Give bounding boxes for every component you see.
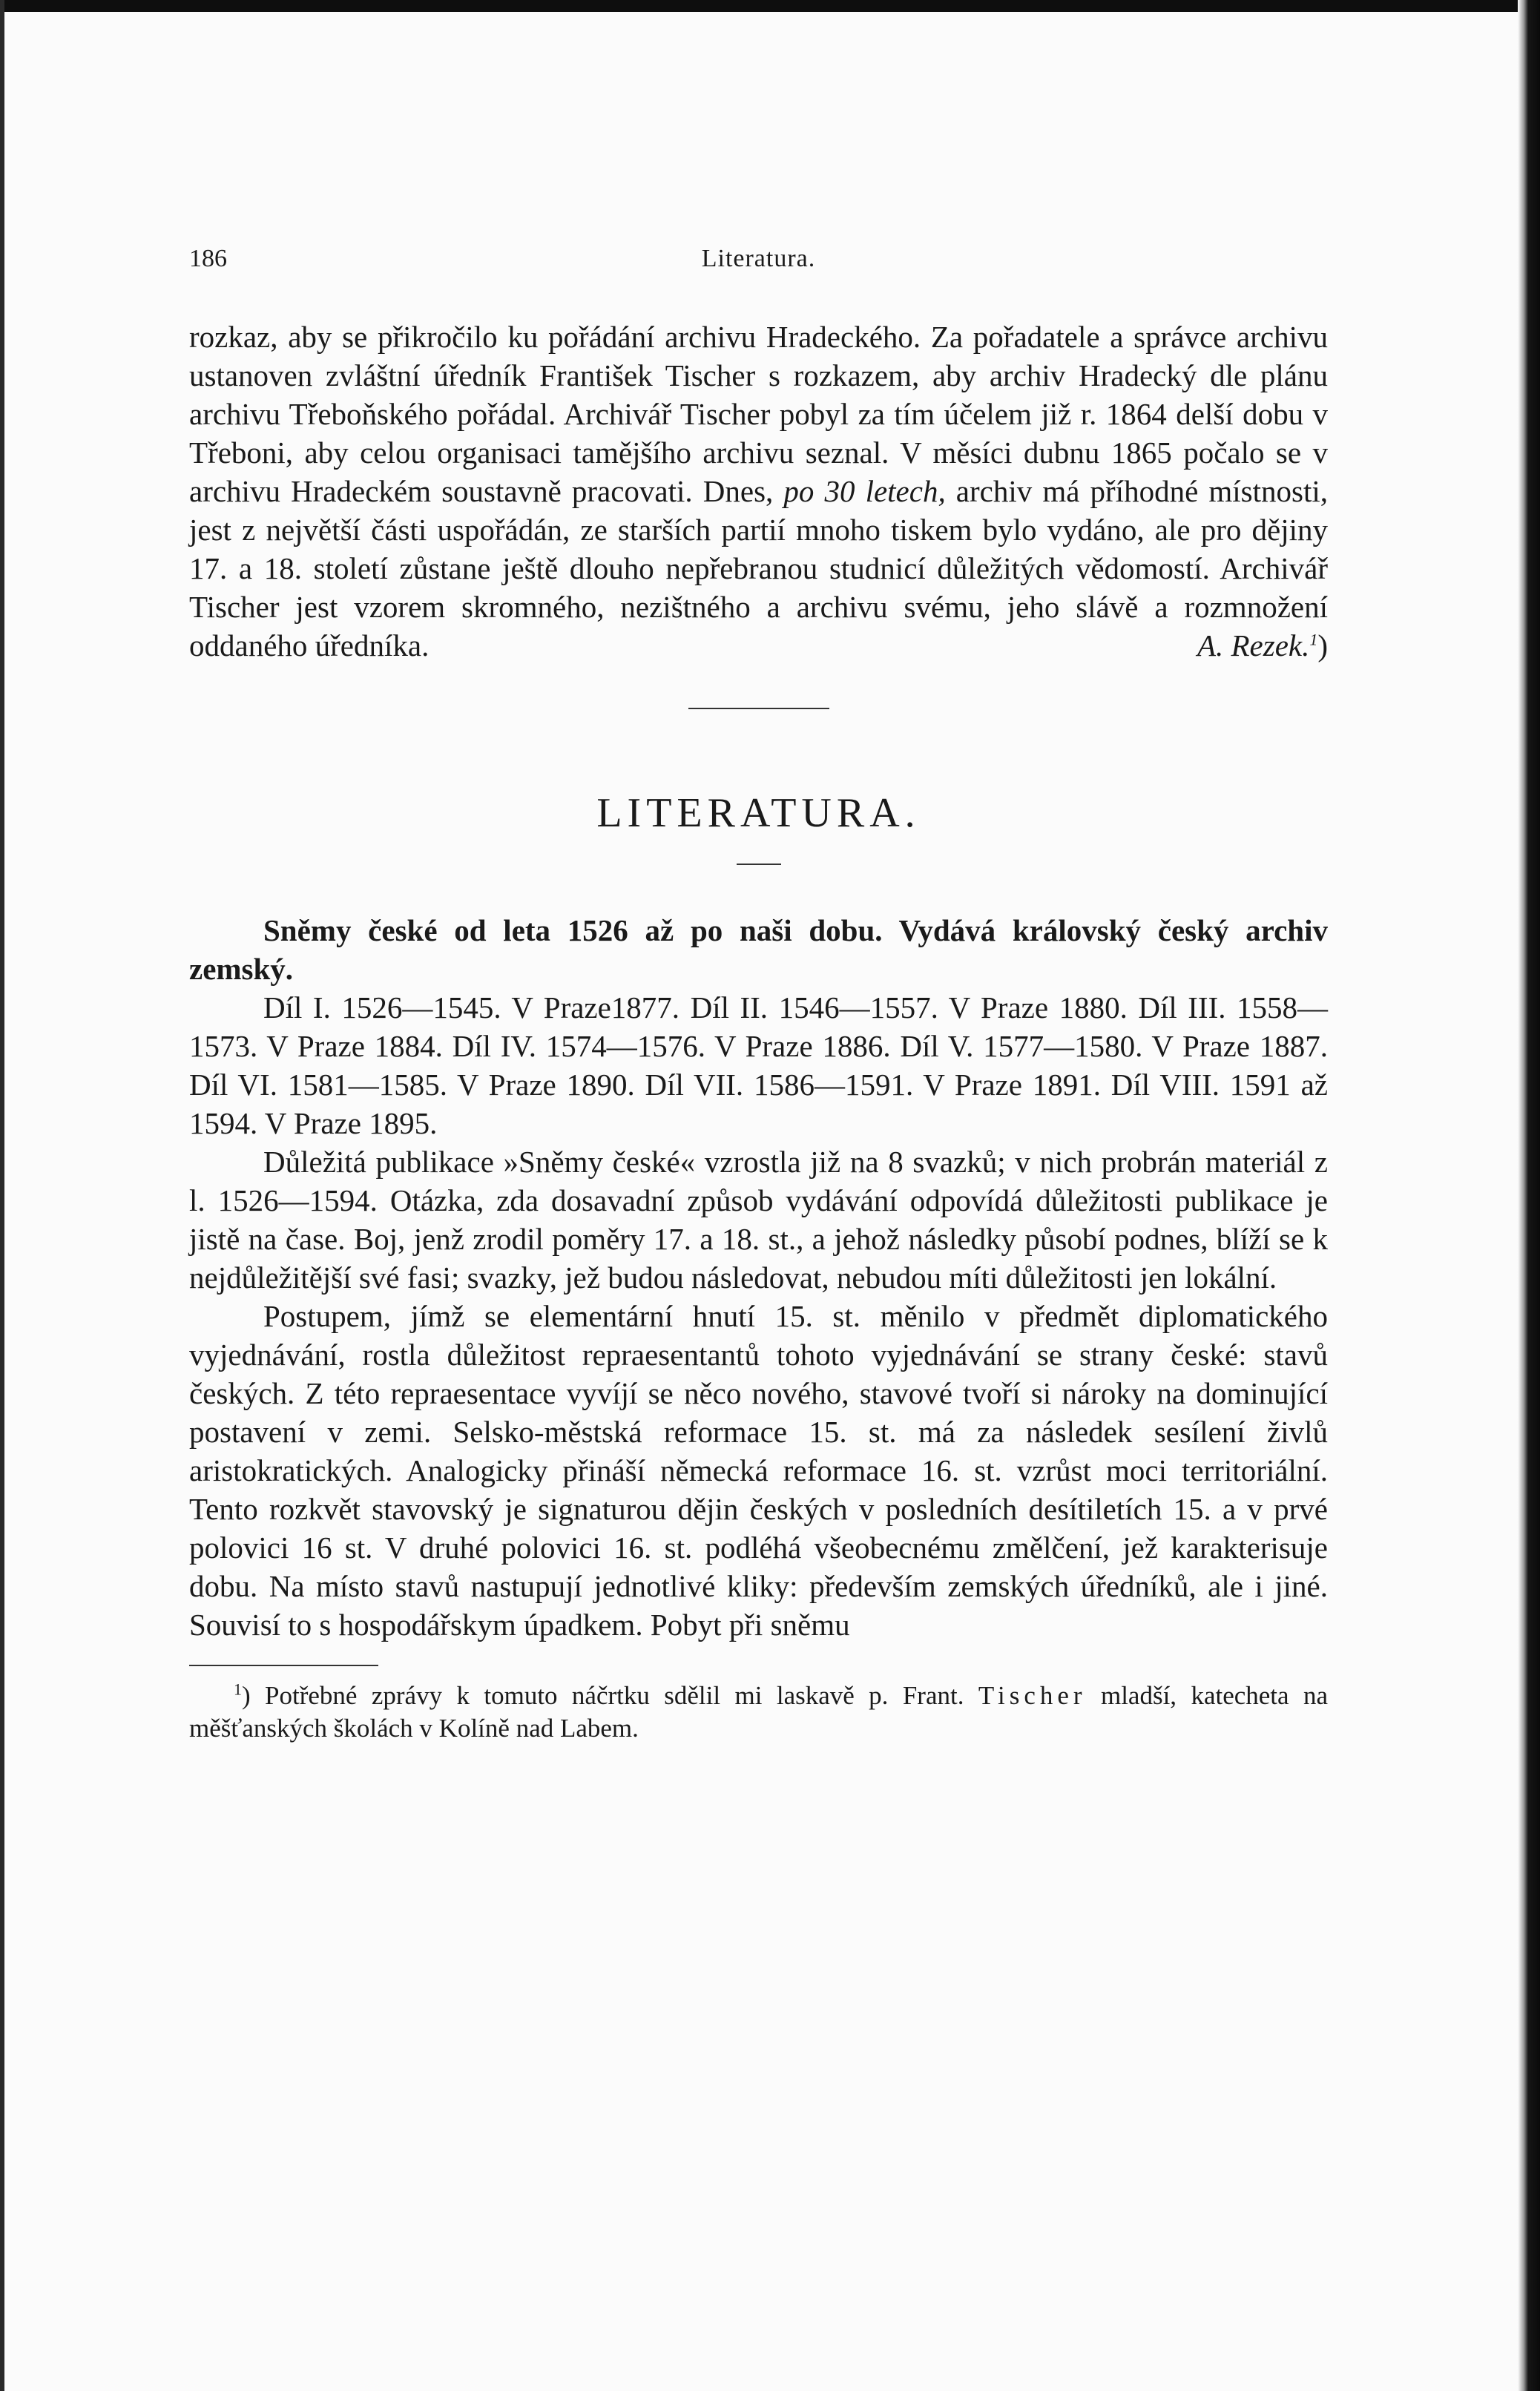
- review-paragraph-2: Postupem, jímž se elementární hnutí 15. st. měnilo v předmět diplomatického vyjednávání, rostla důležitost repraesentantů tohoto vyjednávání se strany české: stavů českých. Z této repraesentace vyvíjí se něco nového, stavové tvoří si nároky na dominující postavení v zemi. Selsko-městská reformace 15. st. má za následek sesílení živlů aristokratických. Analogicky přináší německá reformace 16. st. vzrůst moci territoriální. Tento rozkvět stavovský je signaturou dějin českých v posledních desítiletích 15. a v prvé polovici 16 st. V druhé polovici 16. st. podléhá všeobecnému změlčení, jež karakterisuje dobu. Na místo stavů nastupují jednotlivé kliky: především zemských úředníků, ale i jiné. Souvisí to s hospodářskym úpadkem. Pobyt při sněmu: [189, 1299, 1328, 1642]
- review-volumes: Díl I. 1526—1545. V Praze1877. Díl II. 1546—1557. V Praze 1880. Díl III. 1558—1573. V Praze 1884. Díl IV. 1574—1576. V Praze 1886. Díl V. 1577—1580. V Praze 1887. Díl VI. 1581—1585. V Praze 1890. Díl VII. 1586—1591. V Praze 1891. Díl VIII. 1591 až 1594. V Praze 1895.: [189, 990, 1328, 1140]
- opening-italic: po 30 letech,: [783, 474, 946, 508]
- footnote-mark: 1: [234, 1680, 242, 1699]
- footnote-reference: 1: [1309, 630, 1318, 649]
- scan-left-border: [0, 0, 4, 2391]
- footnote: $^1$) Potřebné zprávy k tomuto náčrtku sdělil mi laskavě p. Frant. Tischer mladší, katecheta na měšťanských školách v Kolíně nad Labem.: [189, 1680, 1328, 1743]
- page-number: 186: [189, 245, 227, 272]
- section-heading: LITERATURA.: [596, 790, 921, 836]
- footnote-spaced-name: Tischer: [978, 1681, 1087, 1710]
- section-divider-short: [737, 864, 781, 865]
- scan-right-border: [1518, 0, 1540, 2391]
- opening-paragraph: [189, 318, 1328, 665]
- scan-top-border: [0, 0, 1540, 12]
- footnote-rule: [189, 1665, 378, 1666]
- review-paragraph-1: Důležitá publikace »Sněmy české« vzrostla již na 8 svazků; v nich probrán materiál z l. 1526—1594. Otázka, zda dosavadní způsob vydávání odpovídá důležitosti publikace je jistě na čase. Boj, jenž zrodil poměry 17. a 18. st., a jehož následky působí podnes, blíží se k nejdůležitější své fasi; svazky, jež budou následovat, nebudou míti důležitosti jen lokální.: [189, 1145, 1328, 1295]
- running-head: [189, 237, 1328, 282]
- footnote-text: Potřebné zprávy k tomuto náčrtku sdělil mi laskavě p. Frant.: [250, 1681, 978, 1710]
- opening-text: rozkaz, aby se přikročilo ku pořádání archivu Hradeckého. Za pořadatele a správce archivu ustanoven zvláštní úředník František Tischer s rozkazem, aby archiv Hradecký dle plánu archivu Třeboňského pořádal. Archivář Tischer pobyl za tím účelem již r. 1864 delší dobu v Třeboni, aby celou organisaci tamějšího archivu seznal. V měsíci dubnu 1865 počalo se v archivu Hradeckém soustavně pracovati. Dnes,: [189, 320, 1328, 508]
- opening-text-continued: archiv má příhodné místnosti, jest z největší části uspořádán, ze starších partií mnoho tiskem bylo vydáno, ale pro dějiny 17. a 18. století zůstane ještě dlouho nepřebranou studnicí důležitých vědomostí. Archivář Tischer jest vzorem skromného, nezištného a archivu svému, jeho slávě a rozmnožení oddaného úředníka.: [189, 474, 1328, 662]
- footnote-text-continued: mladší, katecheta na měšťanských školách v Kolíně nad Labem.: [189, 1681, 1328, 1743]
- running-head-title: Literatura.: [701, 245, 816, 272]
- section-divider-long: [688, 708, 829, 709]
- author-signature: A. Rezek.$^1$): [1197, 628, 1328, 662]
- review-title: Sněmy české od leta 1526 až po naši dobu. Vydává královský český archiv zemský.: [189, 913, 1328, 986]
- document-page: [189, 237, 1328, 1745]
